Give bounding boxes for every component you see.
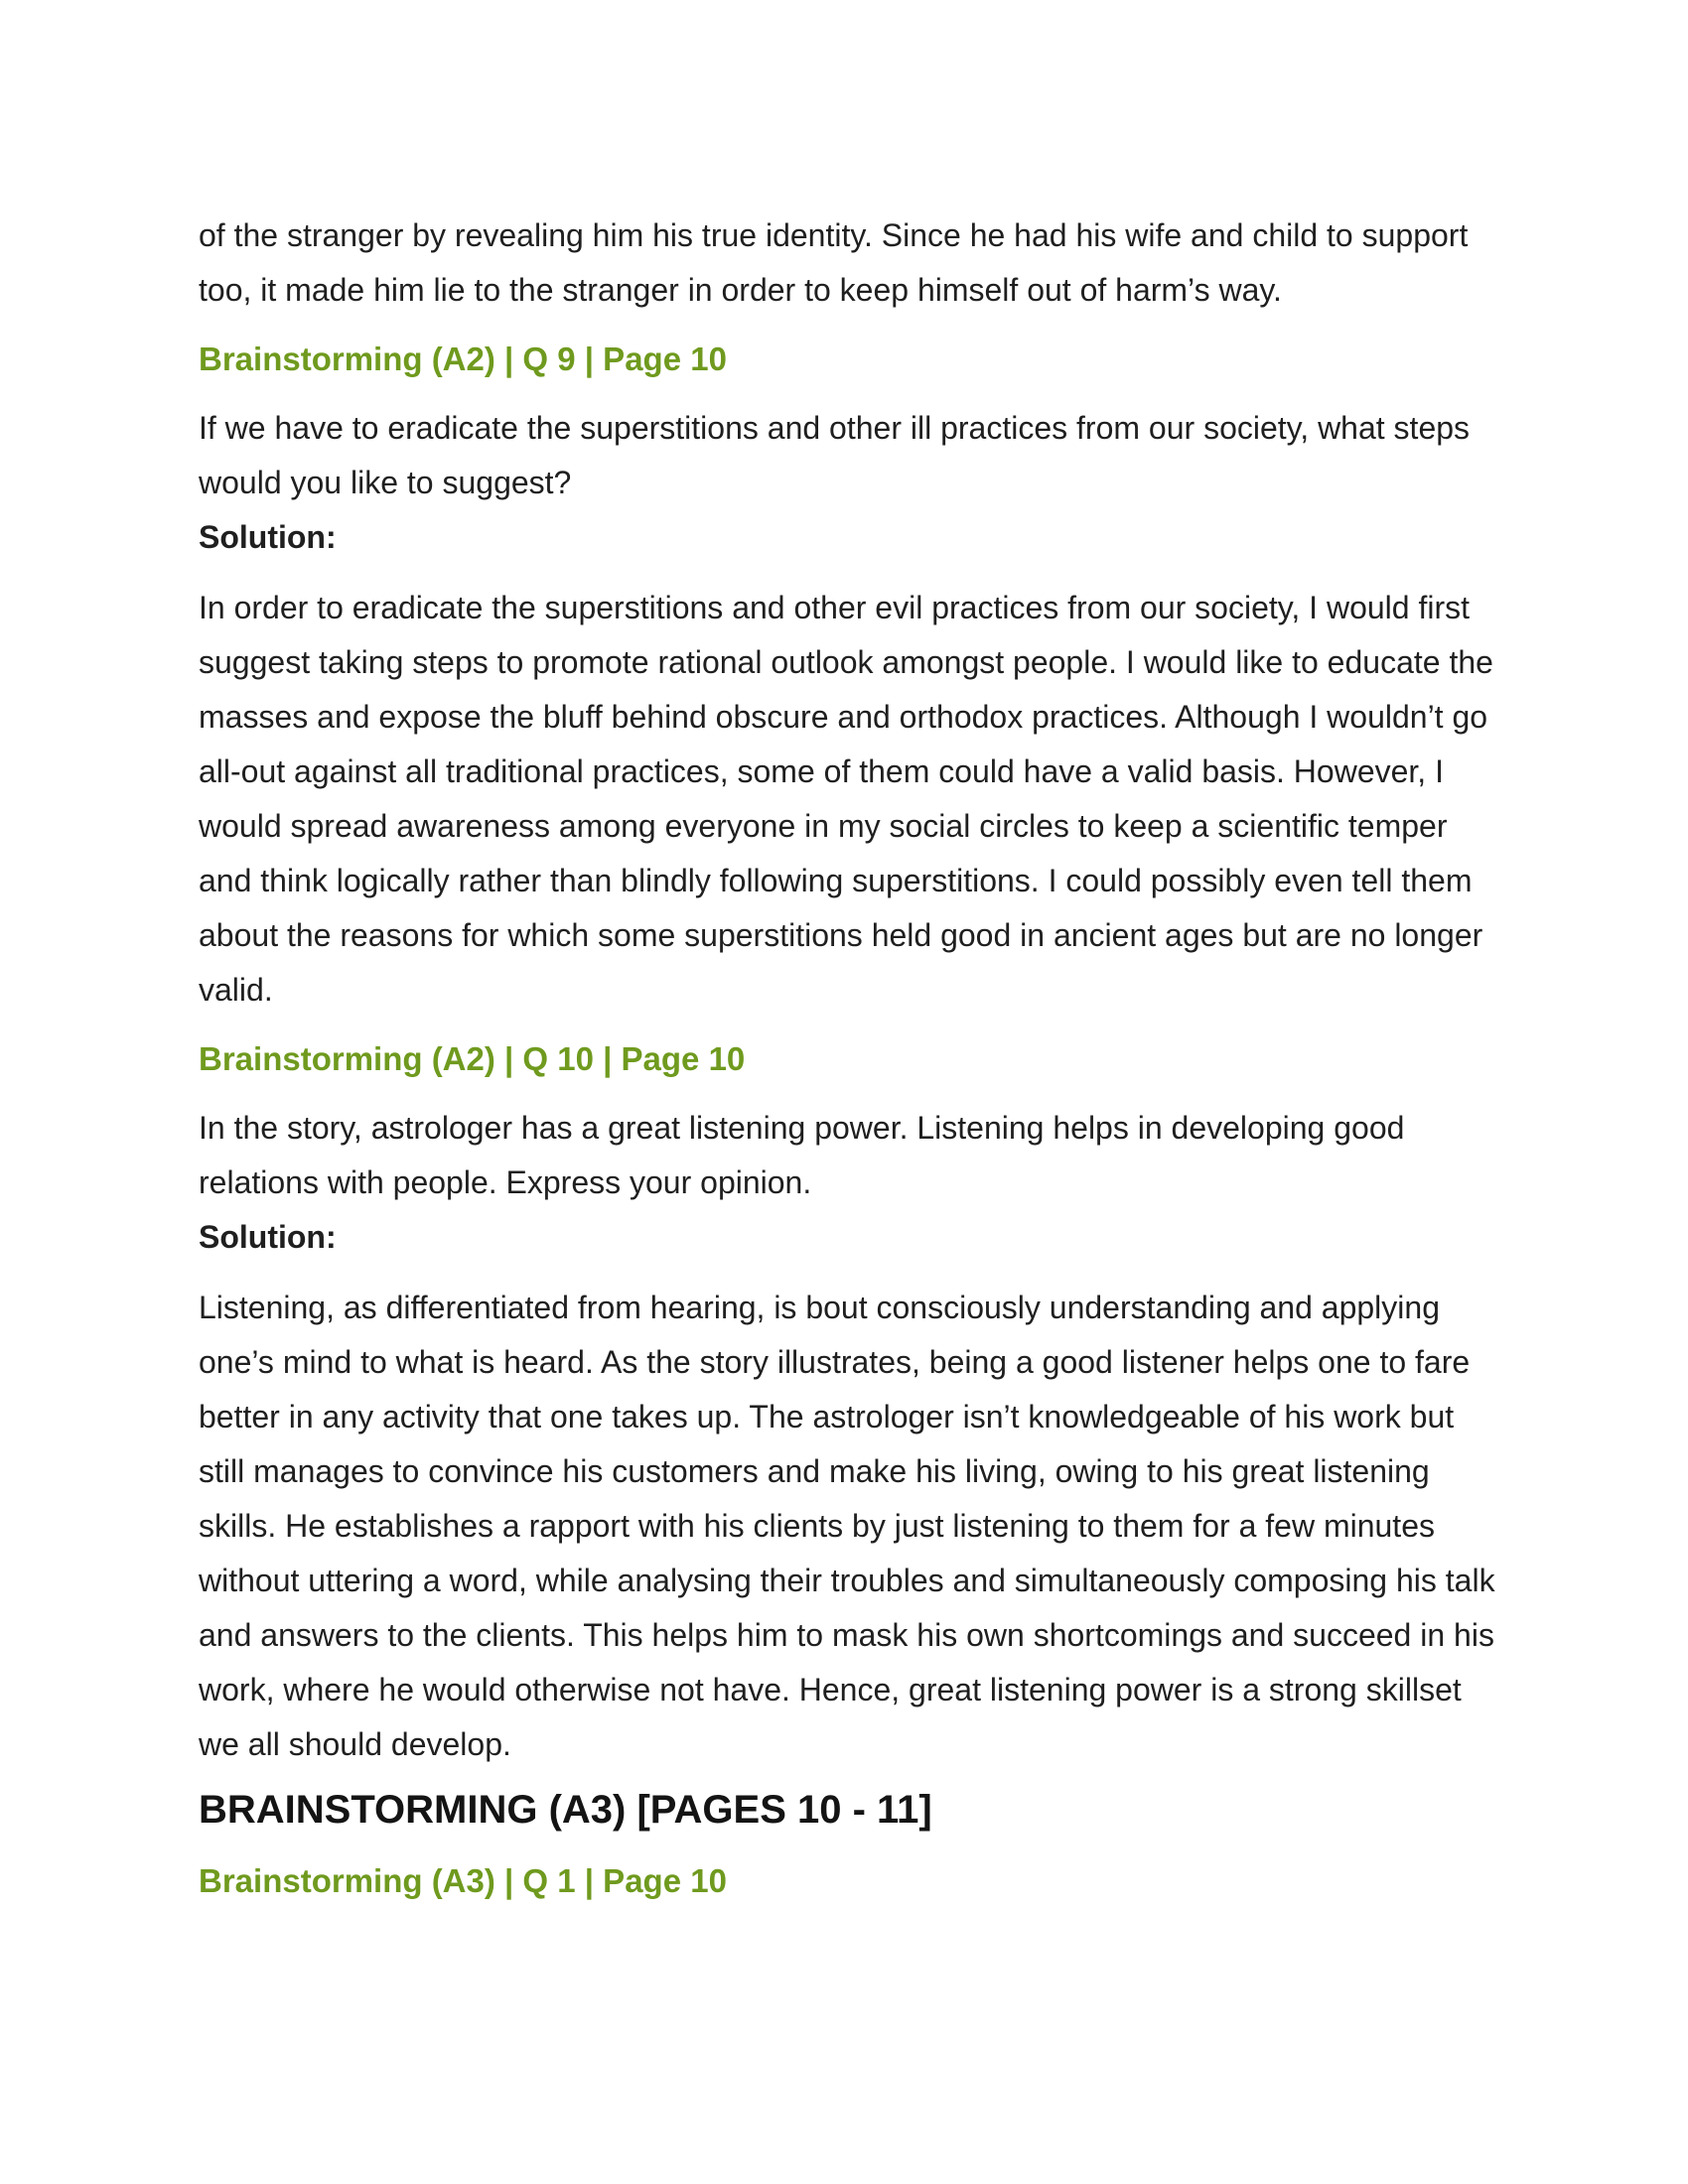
q9-question: If we have to eradicate the superstitions and other ill practices from our society, what steps would you like to suggest? — [199, 410, 1471, 500]
intro-paragraph: of the stranger by revealing him his true identity. Since he had his wife and child to support too, it made him lie to the stranger in order to keep himself out of harm’s way. — [199, 217, 1469, 308]
q10-solution-label: Solution: — [199, 1219, 337, 1255]
q10-question: In the story, astrologer has a great listening power. Listening helps in developing good relations with people. Express your opinion. — [199, 1110, 1405, 1200]
q9-heading: Brainstorming (A2) | Q 9 | Page 10 — [199, 341, 727, 377]
document-page — [199, 208, 1499, 1903]
a3-q1-heading: Brainstorming (A3) | Q 1 | Page 10 — [199, 1862, 727, 1899]
q9-solution-label: Solution: — [199, 519, 337, 555]
q9-answer: In order to eradicate the superstitions and other evil practices from our society, I would first suggest taking steps to promote rational outlook amongst people. I would like to educate the masses and expose the bluff behind obscure and orthodox practices. Although I wouldn’t go all-out against all traditional practices, some of them could have a valid basis. However, I would spread awareness among everyone in my social circles to keep a scientific temper and think logically rather than blindly following superstitions. I could possibly even tell them about the reasons for which some superstitions held good in ancient ages but are no longer valid. — [199, 590, 1493, 1008]
q10-answer: Listening, as differentiated from hearing, is bout consciously understanding and applying one’s mind to what is heard. As the story illustrates, being a good listener helps one to fare better in any activity that one takes up. The astrologer isn’t knowledgeable of his work but still manages to convince his customers and make his living, owing to his great listening skills. He establishes a rapport with his clients by just listening to them for a few minutes without uttering a word, while analysing their troubles and simultaneously composing his talk and answers to the clients. This helps him to mask his own shortcomings and succeed in his work, where he would otherwise not have. Hence, great listening power is a strong skillset we all should develop. — [199, 1290, 1495, 1762]
q10-heading: Brainstorming (A2) | Q 10 | Page 10 — [199, 1040, 746, 1077]
section-title: BRAINSTORMING (A3) [PAGES 10 - 11] — [199, 1788, 932, 1832]
